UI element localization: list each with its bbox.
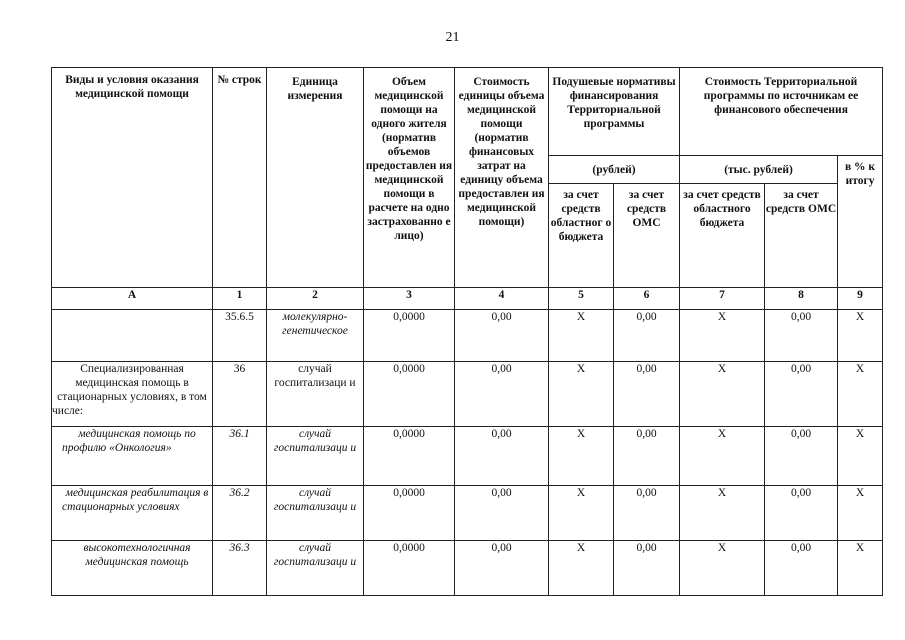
- index-cell: 2: [267, 288, 364, 310]
- row-pc-regional: Х: [549, 310, 614, 362]
- row-name: [52, 310, 213, 362]
- index-cell: 1: [213, 288, 267, 310]
- header-unit: Единица измерения: [267, 68, 364, 288]
- header-unit-rubles: (рублей): [549, 156, 680, 184]
- row-pc-regional: Х: [549, 486, 614, 541]
- index-cell: 7: [680, 288, 765, 310]
- header-volume: Объем медицинской помощи на одного жителя (норматив объемов предоставлен ия медицинской помощи в расчете на одно застрахованно е лицо): [364, 68, 455, 288]
- index-cell: 6: [614, 288, 680, 310]
- row-cost: 0,00: [455, 486, 549, 541]
- header-type: Виды и условия оказания медицинской помощи: [52, 68, 213, 288]
- header-cost: Стоимость единицы объема медицинской помощи (норматив финансовых затрат на единицу объема предоставлен ия медицинской помощи): [455, 68, 549, 288]
- page-number: 21: [445, 30, 460, 45]
- row-pct: Х: [838, 541, 883, 596]
- index-cell: 9: [838, 288, 883, 310]
- row-tp-regional: Х: [680, 541, 765, 596]
- header-row-no: № строк: [213, 68, 267, 288]
- row-name: Специализированная медицинская помощь в стационарных условиях, в том числе:: [52, 362, 213, 427]
- table-row: [52, 486, 883, 541]
- row-unit: молекулярно-генетическое: [267, 310, 364, 362]
- row-number: 35.6.5: [213, 310, 267, 362]
- row-unit: случай госпитализаци и: [267, 486, 364, 541]
- header-pct-total: в % к итогу: [838, 156, 883, 288]
- row-number: 36.3: [213, 541, 267, 596]
- row-pct: Х: [838, 362, 883, 427]
- header-sub-regional: за счет средств областног о бюджета: [549, 184, 614, 288]
- row-volume: 0,0000: [364, 427, 455, 486]
- row-cost: 0,00: [455, 541, 549, 596]
- row-volume: 0,0000: [364, 310, 455, 362]
- row-cost: 0,00: [455, 310, 549, 362]
- financing-table: [51, 67, 883, 596]
- table-row: [52, 427, 883, 486]
- row-pc-oms: 0,00: [614, 310, 680, 362]
- row-name: медицинская реабилитация в стационарных условиях: [52, 486, 213, 541]
- row-name: медицинская помощь по профилю «Онкология»: [52, 427, 213, 486]
- header-unit-thousand-rubles: (тыс. рублей): [680, 156, 838, 184]
- row-pct: Х: [838, 310, 883, 362]
- row-number: 36.1: [213, 427, 267, 486]
- row-pc-oms: 0,00: [614, 486, 680, 541]
- row-pc-oms: 0,00: [614, 362, 680, 427]
- index-cell: 8: [765, 288, 838, 310]
- row-tp-regional: Х: [680, 310, 765, 362]
- index-cell: 5: [549, 288, 614, 310]
- row-number: 36: [213, 362, 267, 427]
- row-pc-oms: 0,00: [614, 427, 680, 486]
- column-index-row: [52, 288, 883, 310]
- header-sub-oms-2: за счет средств ОМС: [765, 184, 838, 288]
- row-unit: случай госпитализаци и: [267, 362, 364, 427]
- index-cell: А: [52, 288, 213, 310]
- table-row: [52, 310, 883, 362]
- row-volume: 0,0000: [364, 486, 455, 541]
- row-name: высокотехнологичная медицинская помощь: [52, 541, 213, 596]
- row-tp-regional: Х: [680, 486, 765, 541]
- row-tp-regional: Х: [680, 362, 765, 427]
- row-pc-oms: 0,00: [614, 541, 680, 596]
- row-tp-oms: 0,00: [765, 541, 838, 596]
- row-pct: Х: [838, 486, 883, 541]
- index-cell: 3: [364, 288, 455, 310]
- row-volume: 0,0000: [364, 541, 455, 596]
- row-pc-regional: Х: [549, 427, 614, 486]
- row-pc-regional: Х: [549, 362, 614, 427]
- row-tp-oms: 0,00: [765, 427, 838, 486]
- row-number: 36.2: [213, 486, 267, 541]
- header-program-cost: Стоимость Территориальной программы по источникам ее финансового обеспечения: [680, 68, 883, 156]
- row-tp-oms: 0,00: [765, 486, 838, 541]
- row-tp-regional: Х: [680, 427, 765, 486]
- table-row: [52, 362, 883, 427]
- header-sub-oms: за счет средств ОМС: [614, 184, 680, 288]
- row-tp-oms: 0,00: [765, 362, 838, 427]
- row-unit: случай госпитализаци и: [267, 427, 364, 486]
- row-tp-oms: 0,00: [765, 310, 838, 362]
- row-unit: случай госпитализаци и: [267, 541, 364, 596]
- header-sub-regional-2: за счет средств областного бюджета: [680, 184, 765, 288]
- header-per-capita: Подушевые нормативы финансирования Территориальной программы: [549, 68, 680, 156]
- row-cost: 0,00: [455, 427, 549, 486]
- row-pc-regional: Х: [549, 541, 614, 596]
- index-cell: 4: [455, 288, 549, 310]
- table-row: [52, 541, 883, 596]
- row-volume: 0,0000: [364, 362, 455, 427]
- row-pct: Х: [838, 427, 883, 486]
- row-cost: 0,00: [455, 362, 549, 427]
